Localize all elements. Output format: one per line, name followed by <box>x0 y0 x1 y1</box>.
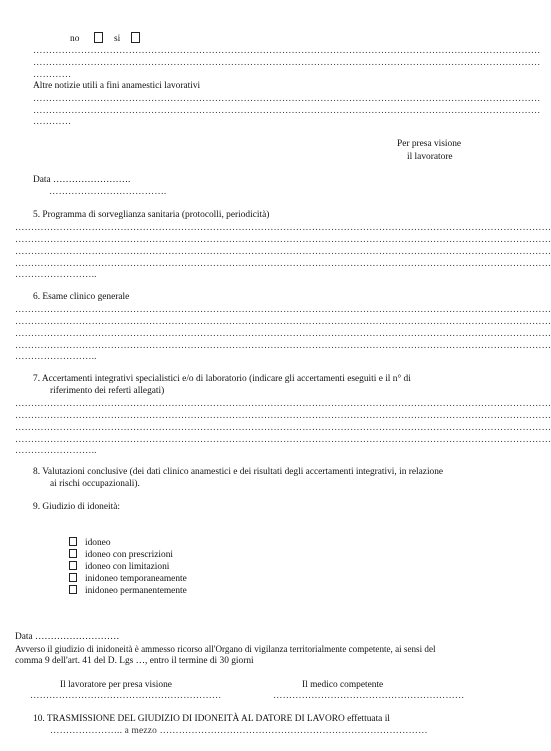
dotted-line-short: …………………….. <box>15 446 97 456</box>
dotted-line: …………………………………………………………………………………………………………………………………………………… <box>15 305 551 315</box>
dotted-line: …………………………………………………………………………………………………………………………………………………… <box>15 341 551 351</box>
inidoneo-permanentemente-checkbox[interactable] <box>69 585 77 594</box>
idoneo-checkbox[interactable] <box>69 537 77 546</box>
signature-line[interactable]: ………………………………. <box>49 187 167 197</box>
ricorso-text: Avverso il giudizio di inidoneità è ammesso ricorso all'Organo di vigilanza territorialmente competente, ai sensi del <box>15 644 436 654</box>
lavoratore-signature-label: Il lavoratore per presa visione <box>60 680 172 690</box>
data-field[interactable]: Data ……………………. <box>33 175 131 185</box>
dotted-line: …………………………………………………………………………………………………………………………………………………… <box>15 399 551 409</box>
idoneo-limitazioni-checkbox[interactable] <box>69 561 77 570</box>
ricorso-text-cont: comma 9 dell'art. 41 del D. Lgs …, entro il termine di 30 giorni <box>15 656 254 666</box>
dotted-line: …………………………………………………………………………………………………………………………………………………… <box>15 235 551 245</box>
dotted-line: …………………………………………………………………………………………………………………………………………………… <box>15 259 551 269</box>
option-label: idoneo con prescrizioni <box>85 550 173 560</box>
dotted-line-short: …………………….. <box>15 352 97 362</box>
section-10-line[interactable]: ………………….. a mezzo ………………………………………………………………………… <box>50 726 428 736</box>
medico-signature-label: Il medico competente <box>302 680 384 690</box>
dotted-line: …………………………………………………………………………………………………………………………………………… <box>33 46 541 56</box>
inidoneo-temporaneamente-checkbox[interactable] <box>69 573 77 582</box>
dotted-line: …………………………………………………………………………………………………………………………………………………… <box>15 223 551 233</box>
dotted-line: …………………………………………………………………………………………………………………………………………………… <box>15 411 551 421</box>
idoneo-prescrizioni-checkbox[interactable] <box>69 549 77 558</box>
section-6-heading: 6. Esame clinico generale <box>33 292 130 302</box>
section-8-heading-cont: ai rischi occupazionali). <box>50 479 140 489</box>
section-7-heading: 7. Accertamenti integrativi specialistici e/o di laboratorio (indicare gli accertamenti eseguiti e il n° di <box>33 374 411 384</box>
dotted-line: …………………………………………………………………………………………………………………………………………………… <box>15 317 551 327</box>
dotted-line-short: …………………….. <box>15 270 97 280</box>
lavoratore-signature-line[interactable]: …………………………………………………… <box>30 691 222 701</box>
dotted-line-short: ………… <box>33 70 72 80</box>
section-9-heading: 9. Giudizio di idoneità: <box>33 502 120 512</box>
option-label: inidoneo temporaneamente <box>85 574 187 584</box>
section-10-heading: 10. TRASMISSIONE DEL GIUDIZIO DI IDONEITÀ AL DATORE DI LAVORO effettuata il <box>33 714 390 724</box>
dotted-line: …………………………………………………………………………………………………………………………………………………… <box>15 423 551 433</box>
lavoratore-label: il lavoratore <box>407 152 453 162</box>
dotted-line: …………………………………………………………………………………………………………………………………………… <box>33 94 541 104</box>
dotted-line: …………………………………………………………………………………………………………………………………………… <box>33 106 541 116</box>
no-label: no <box>70 34 80 44</box>
section-8-heading: 8. Valutazioni conclusive (dei dati clinico anamestici e dei risultati degli accertamenti integrativi, in relazione <box>33 467 444 477</box>
presa-visione-label: Per presa visione <box>397 139 462 149</box>
dotted-line: …………………………………………………………………………………………………………………………………………………… <box>15 329 551 339</box>
dotted-line: …………………………………………………………………………………………………………………………………………… <box>33 58 541 68</box>
altre-notizie-label: Altre notizie utili a fini anamestici lavorativi <box>33 81 201 91</box>
dotted-line: …………………………………………………………………………………………………………………………………………………… <box>15 247 551 257</box>
dotted-line-short: ………… <box>33 117 72 127</box>
medico-signature-line[interactable]: …………………………………………………… <box>273 691 465 701</box>
dotted-line: …………………………………………………………………………………………………………………………………………………… <box>15 435 551 445</box>
option-label: idoneo <box>85 538 111 548</box>
section-5-heading: 5. Programma di sorveglianza sanitaria (protocolli, periodicità) <box>33 210 270 220</box>
si-checkbox[interactable] <box>131 32 140 43</box>
si-label: si <box>114 34 121 44</box>
option-label: inidoneo permanentemente <box>85 586 187 596</box>
section-7-heading-cont: riferimento dei referti allegati) <box>50 386 165 396</box>
no-checkbox[interactable] <box>94 32 103 43</box>
closing-data-field[interactable]: Data ……………………… <box>15 632 120 642</box>
option-label: idoneo con limitazioni <box>85 562 170 572</box>
